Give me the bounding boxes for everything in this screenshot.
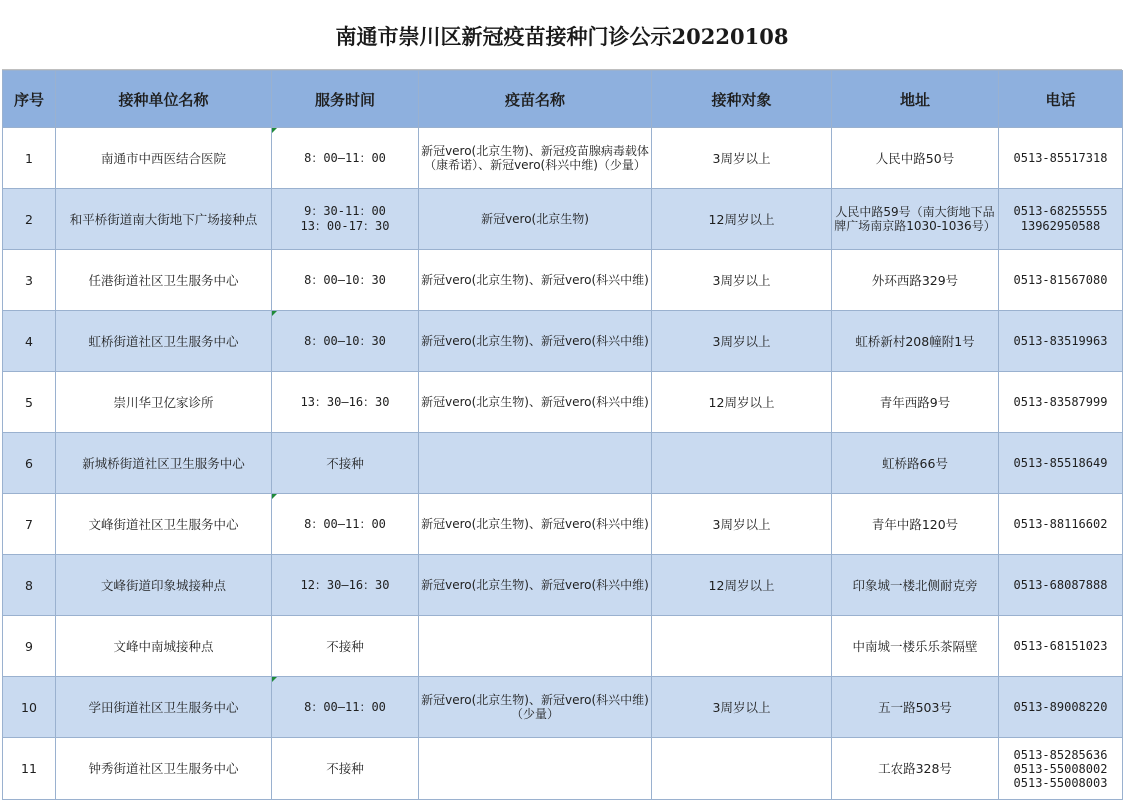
cell-time[interactable] [272, 433, 419, 494]
table-row [3, 494, 1123, 555]
time-line: 8：00—11：00 [304, 150, 386, 165]
cell-unit[interactable]: 和平桥街道南大街地下广场接种点 [56, 189, 272, 250]
phone-line: 0513-81567080 [1013, 272, 1108, 287]
cell-phone[interactable] [999, 555, 1123, 616]
cell-unit[interactable]: 崇川华卫亿家诊所 [56, 372, 272, 433]
cell-time[interactable] [272, 555, 419, 616]
cell-time[interactable] [272, 738, 419, 800]
time-line: 8：00—11：00 [304, 516, 386, 531]
phone-line: 0513-85518649 [1013, 455, 1108, 470]
table-row [3, 433, 1123, 494]
table-row [3, 250, 1123, 311]
time-line: 8：00—10：30 [304, 333, 386, 348]
cell-no[interactable]: 8 [3, 555, 56, 616]
cell-time[interactable] [272, 616, 419, 677]
cell-no[interactable]: 11 [3, 738, 56, 800]
cell-address[interactable]: 人民中路59号（南大街地下品牌广场南京路1030-1036号） [832, 189, 999, 250]
cell-unit[interactable]: 文峰街道印象城接种点 [56, 555, 272, 616]
cell-target[interactable]: 3周岁以上 [652, 128, 832, 189]
header-cell-no[interactable]: 序号 [3, 71, 56, 128]
cell-unit[interactable]: 文峰街道社区卫生服务中心 [56, 494, 272, 555]
cell-vaccine[interactable] [419, 738, 652, 800]
cell-phone[interactable] [999, 738, 1123, 800]
time-line: 不接种 [326, 638, 364, 654]
table-row [3, 555, 1123, 616]
phone-line: 0513-83519963 [1013, 333, 1108, 348]
header-cell-address[interactable]: 地址 [832, 71, 999, 128]
cell-phone[interactable] [999, 494, 1123, 555]
header-cell-time[interactable]: 服务时间 [272, 71, 419, 128]
cell-unit[interactable]: 南通市中西医结合医院 [56, 128, 272, 189]
cell-vaccine[interactable]: 新冠vero(北京生物)、新冠vero(科兴中维) [419, 555, 652, 616]
time-line: 不接种 [326, 761, 364, 776]
cell-address[interactable]: 中南城一楼乐乐茶隔壁 [832, 616, 999, 677]
cell-vaccine[interactable]: 新冠vero(北京生物)、新冠vero(科兴中维) [419, 311, 652, 372]
phone-line: 0513-85517318 [1013, 150, 1108, 165]
cell-no[interactable]: 1 [3, 128, 56, 189]
cell-phone[interactable] [999, 616, 1123, 677]
cell-no[interactable]: 4 [3, 311, 56, 372]
phone-line: 0513-85285636 [1013, 747, 1108, 762]
cell-unit[interactable]: 虹桥街道社区卫生服务中心 [56, 311, 272, 372]
phone-line: 13962950588 [1020, 219, 1101, 233]
table-row [3, 616, 1123, 677]
cell-vaccine[interactable] [419, 433, 652, 494]
clinic-table [2, 70, 1123, 800]
cell-target[interactable] [652, 616, 832, 677]
cell-phone[interactable] [999, 189, 1123, 250]
cell-time[interactable] [272, 128, 419, 189]
table-row [3, 738, 1123, 800]
table-row [3, 372, 1123, 433]
cell-phone[interactable] [999, 372, 1123, 433]
time-line: 9：30-11：00 [304, 204, 386, 218]
time-line: 12：30—16：30 [300, 577, 390, 592]
cell-vaccine[interactable]: 新冠vero(北京生物)、新冠vero(科兴中维) [419, 250, 652, 311]
table-row [3, 677, 1123, 738]
phone-line: 0513-88116602 [1013, 516, 1108, 531]
cell-phone[interactable] [999, 250, 1123, 311]
cell-address[interactable]: 人民中路50号 [832, 128, 999, 189]
phone-line: 0513-55008003 [1013, 775, 1108, 790]
cell-address[interactable]: 虹桥新村208幢附1号 [832, 311, 999, 372]
cell-address[interactable]: 青年西路9号 [832, 372, 999, 433]
phone-line: 0513-68087888 [1013, 577, 1108, 592]
cell-address[interactable]: 外环西路329号 [832, 250, 999, 311]
cell-vaccine[interactable]: 新冠vero(北京生物)、新冠疫苗腺病毒载体（康希诺）、新冠vero(科兴中维)（少量） [419, 128, 652, 189]
cell-time[interactable] [272, 311, 419, 372]
table-row [3, 128, 1123, 189]
cell-target[interactable] [652, 738, 832, 800]
cell-address[interactable]: 工农路328号 [832, 738, 999, 800]
header-cell-phone[interactable]: 电话 [999, 71, 1123, 128]
cell-no[interactable]: 10 [3, 677, 56, 738]
cell-target[interactable]: 12周岁以上 [652, 555, 832, 616]
table-row [3, 311, 1123, 372]
cell-unit[interactable]: 新城桥街道社区卫生服务中心 [56, 433, 272, 494]
cell-phone[interactable] [999, 311, 1123, 372]
cell-unit[interactable]: 任港街道社区卫生服务中心 [56, 250, 272, 311]
cell-no[interactable]: 9 [3, 616, 56, 677]
cell-time[interactable] [272, 250, 419, 311]
cell-address[interactable]: 青年中路120号 [832, 494, 999, 555]
cell-target[interactable]: 12周岁以上 [652, 372, 832, 433]
cell-target[interactable]: 3周岁以上 [652, 250, 832, 311]
phone-line: 0513-83587999 [1013, 394, 1108, 409]
table-body [3, 128, 1123, 800]
phone-line: 0513-68151023 [1013, 638, 1108, 653]
cell-vaccine[interactable] [419, 616, 652, 677]
cell-unit[interactable]: 文峰中南城接种点 [56, 616, 272, 677]
header-cell-target[interactable]: 接种对象 [652, 71, 832, 128]
cell-phone[interactable] [999, 433, 1123, 494]
sheet-title: 南通市崇川区新冠疫苗接种门诊公示20220108 [2, 2, 1122, 70]
cell-target[interactable]: 3周岁以上 [652, 494, 832, 555]
cell-time[interactable] [272, 677, 419, 738]
cell-unit[interactable]: 钟秀街道社区卫生服务中心 [56, 738, 272, 800]
header-row [3, 71, 1123, 128]
cell-target[interactable]: 3周岁以上 [652, 677, 832, 738]
cell-vaccine[interactable]: 新冠vero(北京生物)、新冠vero(科兴中维)（少量） [419, 677, 652, 738]
time-line: 13：00-17：30 [300, 219, 390, 233]
cell-vaccine[interactable]: 新冠vero(北京生物) [419, 189, 652, 250]
phone-line: 0513-68255555 [1013, 204, 1108, 218]
table-row [3, 189, 1123, 250]
header-cell-vaccine[interactable]: 疫苗名称 [419, 71, 652, 128]
cell-no[interactable]: 7 [3, 494, 56, 555]
cell-unit[interactable]: 学田街道社区卫生服务中心 [56, 677, 272, 738]
cell-time[interactable] [272, 189, 419, 250]
cell-phone[interactable] [999, 677, 1123, 738]
cell-no[interactable]: 2 [3, 189, 56, 250]
cell-target[interactable]: 3周岁以上 [652, 311, 832, 372]
cell-phone[interactable] [999, 128, 1123, 189]
cell-target[interactable]: 12周岁以上 [652, 189, 832, 250]
phone-line: 0513-55008002 [1013, 761, 1108, 776]
time-line: 不接种 [326, 455, 364, 471]
cell-time[interactable] [272, 372, 419, 433]
cell-address[interactable]: 虹桥路66号 [832, 433, 999, 494]
cell-no[interactable]: 5 [3, 372, 56, 433]
cell-vaccine[interactable]: 新冠vero(北京生物)、新冠vero(科兴中维) [419, 372, 652, 433]
cell-no[interactable]: 6 [3, 433, 56, 494]
cell-time[interactable] [272, 494, 419, 555]
phone-line: 0513-89008220 [1013, 699, 1108, 714]
header-cell-unit[interactable]: 接种单位名称 [56, 71, 272, 128]
cell-address[interactable]: 五一路503号 [832, 677, 999, 738]
cell-no[interactable]: 3 [3, 250, 56, 311]
cell-vaccine[interactable]: 新冠vero(北京生物)、新冠vero(科兴中维) [419, 494, 652, 555]
time-line: 13：30—16：30 [300, 394, 390, 409]
cell-target[interactable] [652, 433, 832, 494]
time-line: 8：00—10：30 [304, 272, 386, 287]
time-line: 8：00—11：00 [304, 699, 386, 714]
cell-address[interactable]: 印象城一楼北侧耐克旁 [832, 555, 999, 616]
